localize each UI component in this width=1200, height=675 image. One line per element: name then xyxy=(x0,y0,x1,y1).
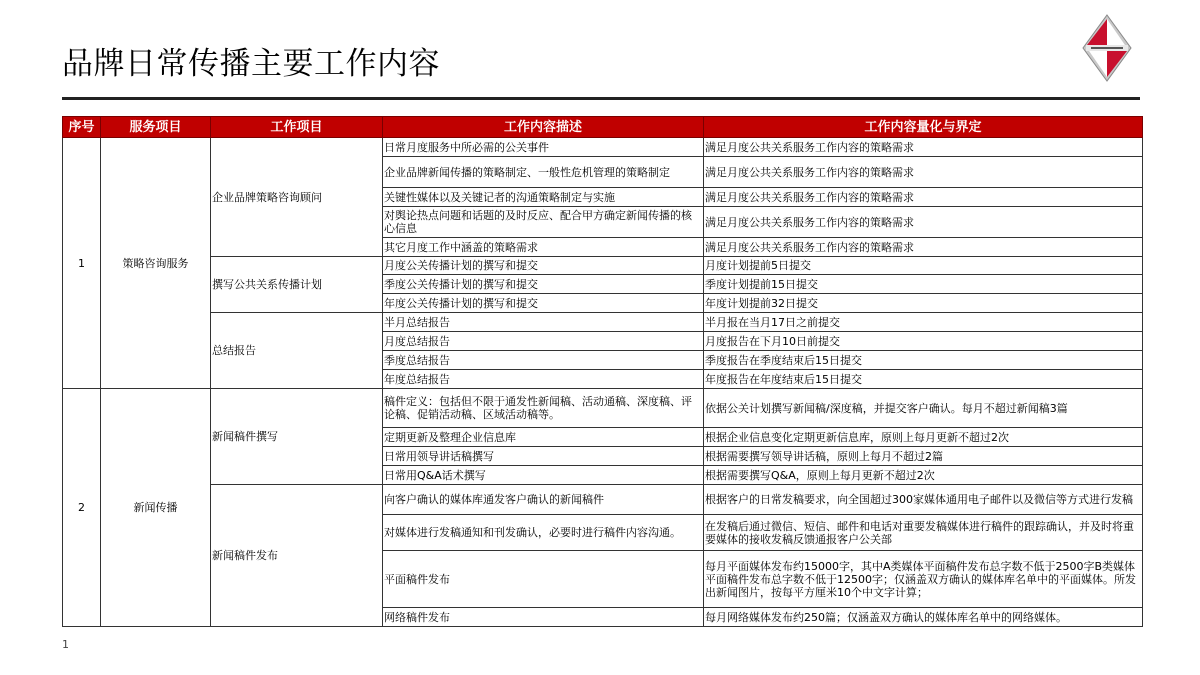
table-row xyxy=(63,138,1143,157)
work-quantification: 年度计划提前32日提交 xyxy=(704,294,1143,313)
header-no: 序号 xyxy=(63,117,101,138)
work-quantification: 半月报在当月17日之前提交 xyxy=(704,313,1143,332)
work-description: 日常用Q&A话术撰写 xyxy=(383,466,704,485)
service-item: 新闻传播 xyxy=(101,389,211,627)
service-item: 策略咨询服务 xyxy=(101,138,211,389)
page-number: 1 xyxy=(62,638,69,651)
work-description: 季度公关传播计划的撰写和提交 xyxy=(383,275,704,294)
table-row xyxy=(63,313,1143,332)
work-description: 年度总结报告 xyxy=(383,370,704,389)
work-quantification: 满足月度公共关系服务工作内容的策略需求 xyxy=(704,157,1143,188)
header-quantification: 工作内容量化与界定 xyxy=(704,117,1143,138)
work-description: 季度总结报告 xyxy=(383,351,704,370)
table-row xyxy=(63,389,1143,428)
header-description: 工作内容描述 xyxy=(383,117,704,138)
work-item: 总结报告 xyxy=(211,313,383,389)
work-description: 月度公关传播计划的撰写和提交 xyxy=(383,257,704,275)
work-quantification: 月度报告在下月10日前提交 xyxy=(704,332,1143,351)
work-description: 年度公关传播计划的撰写和提交 xyxy=(383,294,704,313)
work-quantification: 季度报告在季度结束后15日提交 xyxy=(704,351,1143,370)
page-title: 品牌日常传播主要工作内容 xyxy=(62,46,440,82)
header-work-item: 工作项目 xyxy=(211,117,383,138)
work-description: 平面稿件发布 xyxy=(383,551,704,608)
work-description: 关键性媒体以及关键记者的沟通策略制定与实施 xyxy=(383,188,704,207)
work-content-table xyxy=(62,116,1143,627)
work-item: 新闻稿件撰写 xyxy=(211,389,383,485)
work-description: 稿件定义：包括但不限于通发性新闻稿、活动通稿、深度稿、评论稿、促销活动稿、区域活动稿等。 xyxy=(383,389,704,428)
table-row xyxy=(63,257,1143,275)
work-quantification: 满足月度公共关系服务工作内容的策略需求 xyxy=(704,207,1143,238)
work-description: 月度总结报告 xyxy=(383,332,704,351)
work-quantification: 满足月度公共关系服务工作内容的策略需求 xyxy=(704,138,1143,157)
work-quantification: 根据需要撰写Q&A，原则上每月更新不超过2次 xyxy=(704,466,1143,485)
work-description: 网络稿件发布 xyxy=(383,608,704,627)
table-row xyxy=(63,485,1143,515)
work-description: 日常用领导讲话稿撰写 xyxy=(383,447,704,466)
header-service: 服务项目 xyxy=(101,117,211,138)
row-number: 1 xyxy=(63,138,101,389)
row-number: 2 xyxy=(63,389,101,627)
work-quantification: 根据企业信息变化定期更新信息库，原则上每月更新不超过2次 xyxy=(704,428,1143,447)
work-quantification: 每月平面媒体发布约15000字，其中A类媒体平面稿件发布总字数不低于2500字B类媒体平面稿件发布总字数不低于12500字；仅涵盖双方确认的媒体库名单中的平面媒体。所发出新闻图片，按每平方厘米10个中文字计算； xyxy=(704,551,1143,608)
work-quantification: 在发稿后通过微信、短信、邮件和电话对重要发稿媒体进行稿件的跟踪确认，并及时将重要媒体的接收发稿反馈通报客户公关部 xyxy=(704,515,1143,551)
work-description: 定期更新及整理企业信息库 xyxy=(383,428,704,447)
work-description: 对媒体进行发稿通知和刊发确认，必要时进行稿件内容沟通。 xyxy=(383,515,704,551)
work-quantification: 月度计划提前5日提交 xyxy=(704,257,1143,275)
work-description: 向客户确认的媒体库通发客户确认的新闻稿件 xyxy=(383,485,704,515)
work-description: 企业品牌新闻传播的策略制定、一般性危机管理的策略制定 xyxy=(383,157,704,188)
work-quantification: 季度计划提前15日提交 xyxy=(704,275,1143,294)
table-header-row xyxy=(63,117,1143,138)
work-item: 新闻稿件发布 xyxy=(211,485,383,627)
work-quantification: 依据公关计划撰写新闻稿/深度稿，并提交客户确认。每月不超过新闻稿3篇 xyxy=(704,389,1143,428)
table-body xyxy=(63,138,1143,627)
work-item: 企业品牌策略咨询顾问 xyxy=(211,138,383,257)
work-quantification: 根据需要撰写领导讲话稿，原则上每月不超过2篇 xyxy=(704,447,1143,466)
work-quantification: 满足月度公共关系服务工作内容的策略需求 xyxy=(704,238,1143,257)
work-description: 对舆论热点问题和话题的及时反应、配合甲方确定新闻传播的核心信息 xyxy=(383,207,704,238)
work-description: 半月总结报告 xyxy=(383,313,704,332)
work-quantification: 每月网络媒体发布约250篇；仅涵盖双方确认的媒体库名单中的网络媒体。 xyxy=(704,608,1143,627)
work-quantification: 根据客户的日常发稿要求，向全国超过300家媒体通用电子邮件以及微信等方式进行发稿 xyxy=(704,485,1143,515)
work-description: 日常月度服务中所必需的公关事件 xyxy=(383,138,704,157)
title-divider xyxy=(62,97,1140,100)
work-description: 其它月度工作中涵盖的策略需求 xyxy=(383,238,704,257)
borgward-logo-icon xyxy=(1082,14,1132,82)
work-quantification: 满足月度公共关系服务工作内容的策略需求 xyxy=(704,188,1143,207)
work-quantification: 年度报告在年度结束后15日提交 xyxy=(704,370,1143,389)
work-item: 撰写公共关系传播计划 xyxy=(211,257,383,313)
